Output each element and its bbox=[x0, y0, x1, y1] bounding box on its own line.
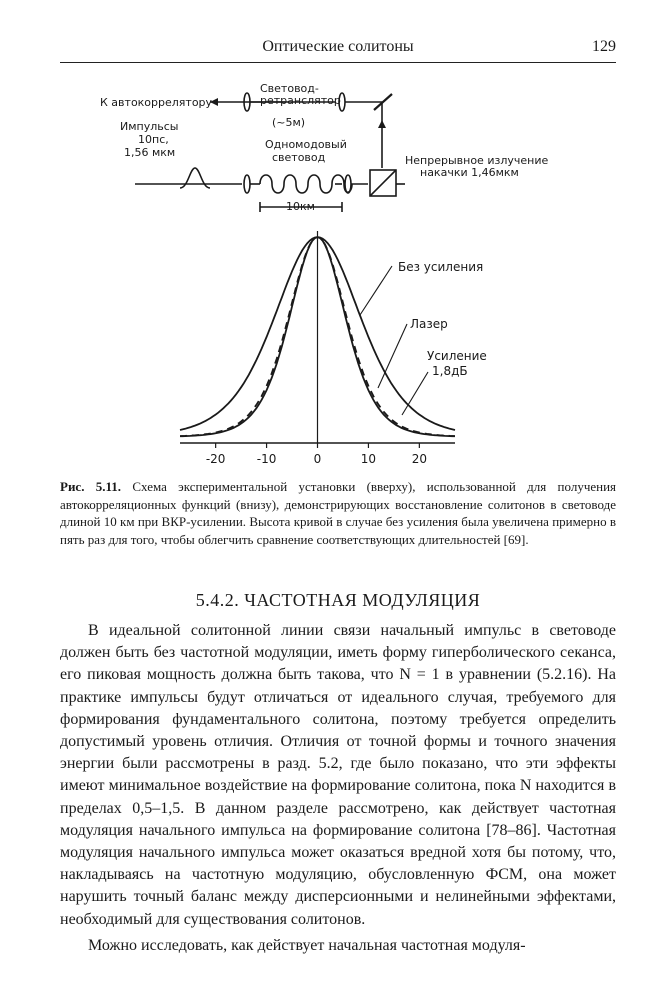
paragraph-1: В идеальной солитонной линии связи начальный импульс в световоде должен быть без частотной модуляции, иметь форму гиперболического секанса, его пиковая мощность должна быть такова, что N = 1 в уравнении (5.2.16). На практике импульсы будут отличаться от идеального случая, требуемого для формирования фундаментального солитона, поэтому требуется определить допустимый уровень отличия. Отличия от точной формы и точного значения энергии были рассмотрены в разд. 5.2, где было показано, что эти эффекты имеют минимальное воздействие на формирование солитона, пока N находится в пределах 0,5–1,5. В данном разделе рассмотрено, как действует частотная модуляция начального импульса на формирование солитона [78–86]. Частотная модуляция начального импульса может оказаться вредной хотя бы потому, что, накладываясь на частотную модуляцию, обусловленную ФСМ, она может нарушить точный баланс между дисперсионными и нелинейными эффектами, необходимый для существования солитонов. bbox=[60, 622, 616, 928]
x-tick-label: 0 bbox=[313, 452, 322, 466]
label-length: 10км bbox=[286, 200, 315, 213]
x-tick-label: -10 bbox=[256, 452, 277, 466]
label-pulses-line3: 1,56 мкм bbox=[124, 146, 176, 159]
label-relay-line2: ретранслятор bbox=[260, 94, 341, 107]
label-relay-line1: Световод- bbox=[260, 82, 319, 95]
paragraph-2: Можно исследовать, как действует начальная частотная модуля- bbox=[88, 936, 526, 954]
input-pulse-shape bbox=[180, 168, 210, 188]
annotation-leader bbox=[378, 324, 407, 388]
setup-diagram bbox=[135, 93, 405, 212]
caption-text: Схема экспериментальной установки (вверху), использованной для получения автокорреляционных функций (внизу), демонстрирующих восстановление солитонов в световоде длиной 10 км при ВКР-усилении. Высота кривой в случае без усиления была увеличена примерно в пять раз для того, чтобы облегчить сравнение соответствующих длительностей [69]. bbox=[60, 479, 617, 547]
x-tick-label: 20 bbox=[411, 452, 427, 466]
lens-right-bottom bbox=[345, 175, 351, 193]
annotation-leaders bbox=[360, 260, 487, 415]
caption-label: Рис. 5.11. bbox=[60, 479, 122, 494]
label-pulses-line1: Импульсы bbox=[120, 120, 179, 133]
label-cw-line2: накачки 1,46мкм bbox=[420, 166, 519, 179]
page-number: 129 bbox=[592, 38, 616, 55]
label-singlemode-line2: световод bbox=[272, 151, 326, 164]
up-arrow bbox=[378, 120, 386, 128]
figure-caption bbox=[60, 478, 616, 548]
x-tick-label: -20 bbox=[205, 452, 226, 466]
label-singlemode-line1: Одномодовый bbox=[265, 138, 347, 151]
figure bbox=[60, 70, 616, 470]
label-cw-line1: Непрерывное излучение bbox=[405, 154, 549, 167]
x-ticks bbox=[206, 443, 427, 466]
annotation-label: Лазер bbox=[410, 317, 448, 331]
body-text bbox=[60, 620, 616, 957]
label-to-autocorrelator: К автокоррелятору bbox=[100, 96, 213, 109]
annotation-label: 1,8дБ bbox=[432, 364, 468, 378]
x-tick-label: 10 bbox=[360, 452, 377, 466]
page-header bbox=[60, 38, 616, 63]
label-pulses-line2: 10пс, bbox=[138, 133, 169, 146]
section-heading: 5.4.2. ЧАСТОТНАЯ МОДУЛЯЦИЯ bbox=[195, 590, 481, 610]
annotation-leader bbox=[360, 266, 392, 315]
label-relay-length: (~5м) bbox=[272, 116, 306, 129]
running-title: Оптические солитоны bbox=[262, 38, 414, 55]
annotation-leader bbox=[402, 372, 428, 415]
annotation-label: Усиление bbox=[427, 349, 487, 363]
figure-svg bbox=[60, 70, 616, 470]
lens-left-bottom bbox=[244, 175, 250, 193]
annotation-label: Без усиления bbox=[398, 260, 484, 274]
autocorrelation-chart bbox=[180, 231, 487, 466]
